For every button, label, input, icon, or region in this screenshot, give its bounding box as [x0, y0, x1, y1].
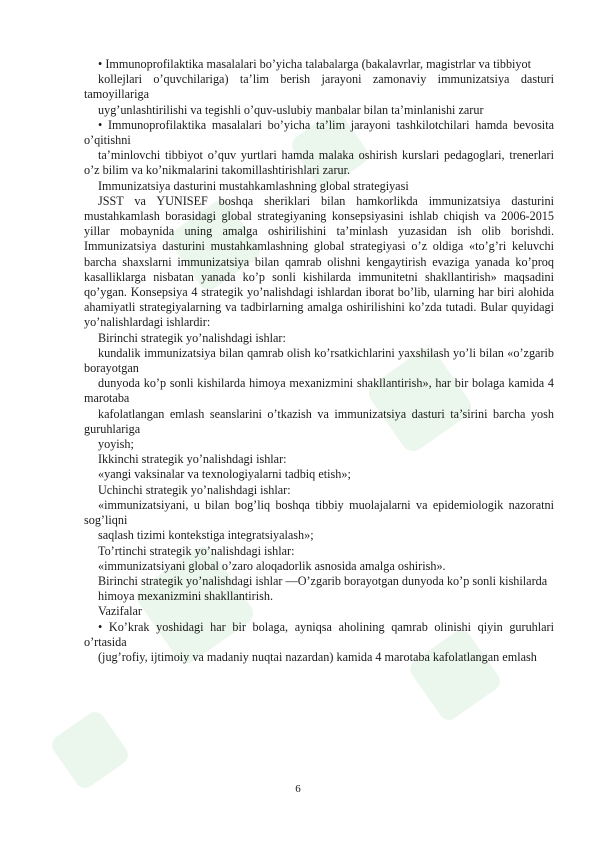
paragraph-7: JSST va YUNISEF boshqa sheriklari bilan hamkorlikda immunizatsiya dasturini mustahkamlash borasidagi global strategiyaning konsepsiyasini ishlab chiqish va 2006-2015 yillar mobaynida uning amalga oshirilishini ta’minlash yuzasidan ish olib borishdi. Immunizatsiya dasturini mustahkamlashning global strategiyasi o’z oldiga «to’g’ri keluvchi barcha shaxslarni immunizatsiya bilan qamrab olishni kengaytirish evaziga yanada ko’proq kasalliklarga nisbatan yanada ko’p sonli kishilarda immunitetni shakllantirish» maqsadini qo’ygan. Konsepsiya 4 strategik yo’nalishdagi ishlardan iborat bo’lib, ularning har biri alohida ahamiyatli strategiyalarning va tadbirlarning amalga oshirilishini ko’zda tutadi. Bular quyidagi yo’nalishlardagi ishlardir:: [84, 193, 554, 330]
paragraph-9: kundalik immunizatsiya bilan qamrab olish ko’rsatkichlarini yaxshilash yo’li bilan «o’zgarib borayotgan: [84, 345, 554, 376]
paragraph-3: uyg’unlashtirilishi va tegishli o’quv-uslubiy manbalar bilan ta’minlanishi zarur: [98, 102, 484, 117]
paragraph-17: saqlash tizimi kontekstiga integratsiyalash»;: [98, 528, 314, 543]
paragraph-24: (jug’rofiy, ijtimoiy va madaniy nuqtai nazardan) kamida 4 marotaba kafolatlangan emlash: [98, 649, 537, 664]
paragraph-8: Birinchi strategik yo’nalishdagi ishlar:: [98, 330, 286, 345]
paragraph-21: himoya mexanizmini shakllantirish.: [98, 589, 273, 604]
watermark-shape-5: [48, 708, 132, 792]
paragraph-13: Ikkinchi strategik yo’nalishdagi ishlar:: [98, 452, 287, 467]
paragraph-15: Uchinchi strategik yo’nalishdagi ishlar:: [98, 482, 291, 497]
paragraph-23: • Ko’krak yoshidagi har bir bolaga, ayniqsa aholining qamrab olinishi qiyin guruhlari o’rtasida: [84, 619, 554, 649]
paragraph-1: • Immunoprofilaktika masalalari bo’yicha talabalarga (bakalavrlar, magistrlar va tibbiyot: [98, 57, 532, 71]
page-number: 6: [295, 783, 301, 795]
paragraph-4: • Immunoprofilaktika masalalari bo’yicha ta’lim jarayoni tashkilotchilari hamda bevosita o’qitishni: [84, 117, 554, 148]
paragraph-19: «immunizatsiyani global o’zaro aloqadorlik asnosida amalga oshirish».: [98, 558, 446, 573]
paragraph-11: kafolatlangan emlash seanslarini o’tkazish va immunizatsiya dasturi ta’sirini barcha yosh guruhlariga: [84, 406, 554, 436]
paragraph-14: «yangi vaksinalar va texnologiyalarni tadbiq etish»;: [98, 467, 351, 482]
paragraph-5: ta’minlovchi tibbiyot o’quv yurtlari hamda malaka oshirish kurslari pedagoglari, trenerlari o’z bilim va ko’nikmalarini takomillashtirishlari zarur.: [84, 148, 554, 178]
paragraph-10: dunyoda ko’p sonli kishilarda himoya mexanizmini shakllantirish», har bir bolaga kamida 4 marotaba: [84, 376, 554, 406]
document-body: [84, 57, 554, 665]
paragraph-2: kollejlari o’quvchilariga) ta’lim berish jarayoni zamonaviy immunizatsiya dasturi tamoyillariga: [84, 72, 554, 102]
paragraph-12: yoyish;: [98, 437, 134, 452]
paragraph-22: Vazifalar: [98, 604, 142, 619]
section-heading: Immunizatsiya dasturini mustahkamlashning global strategiyasi: [98, 178, 409, 193]
paragraph-20: Birinchi strategik yo’nalishdagi ishlar —O’zgarib borayotgan dunyoda ko’p sonli kishilarda: [98, 573, 548, 588]
paragraph-18: To’rtinchi strategik yo’nalishdagi ishlar:: [98, 543, 295, 558]
paragraph-16: «immunizatsiyani, u bilan bog’liq boshqa tibbiy muolajalarni va epidemiologik nazoratni sog’liqni: [84, 497, 554, 528]
